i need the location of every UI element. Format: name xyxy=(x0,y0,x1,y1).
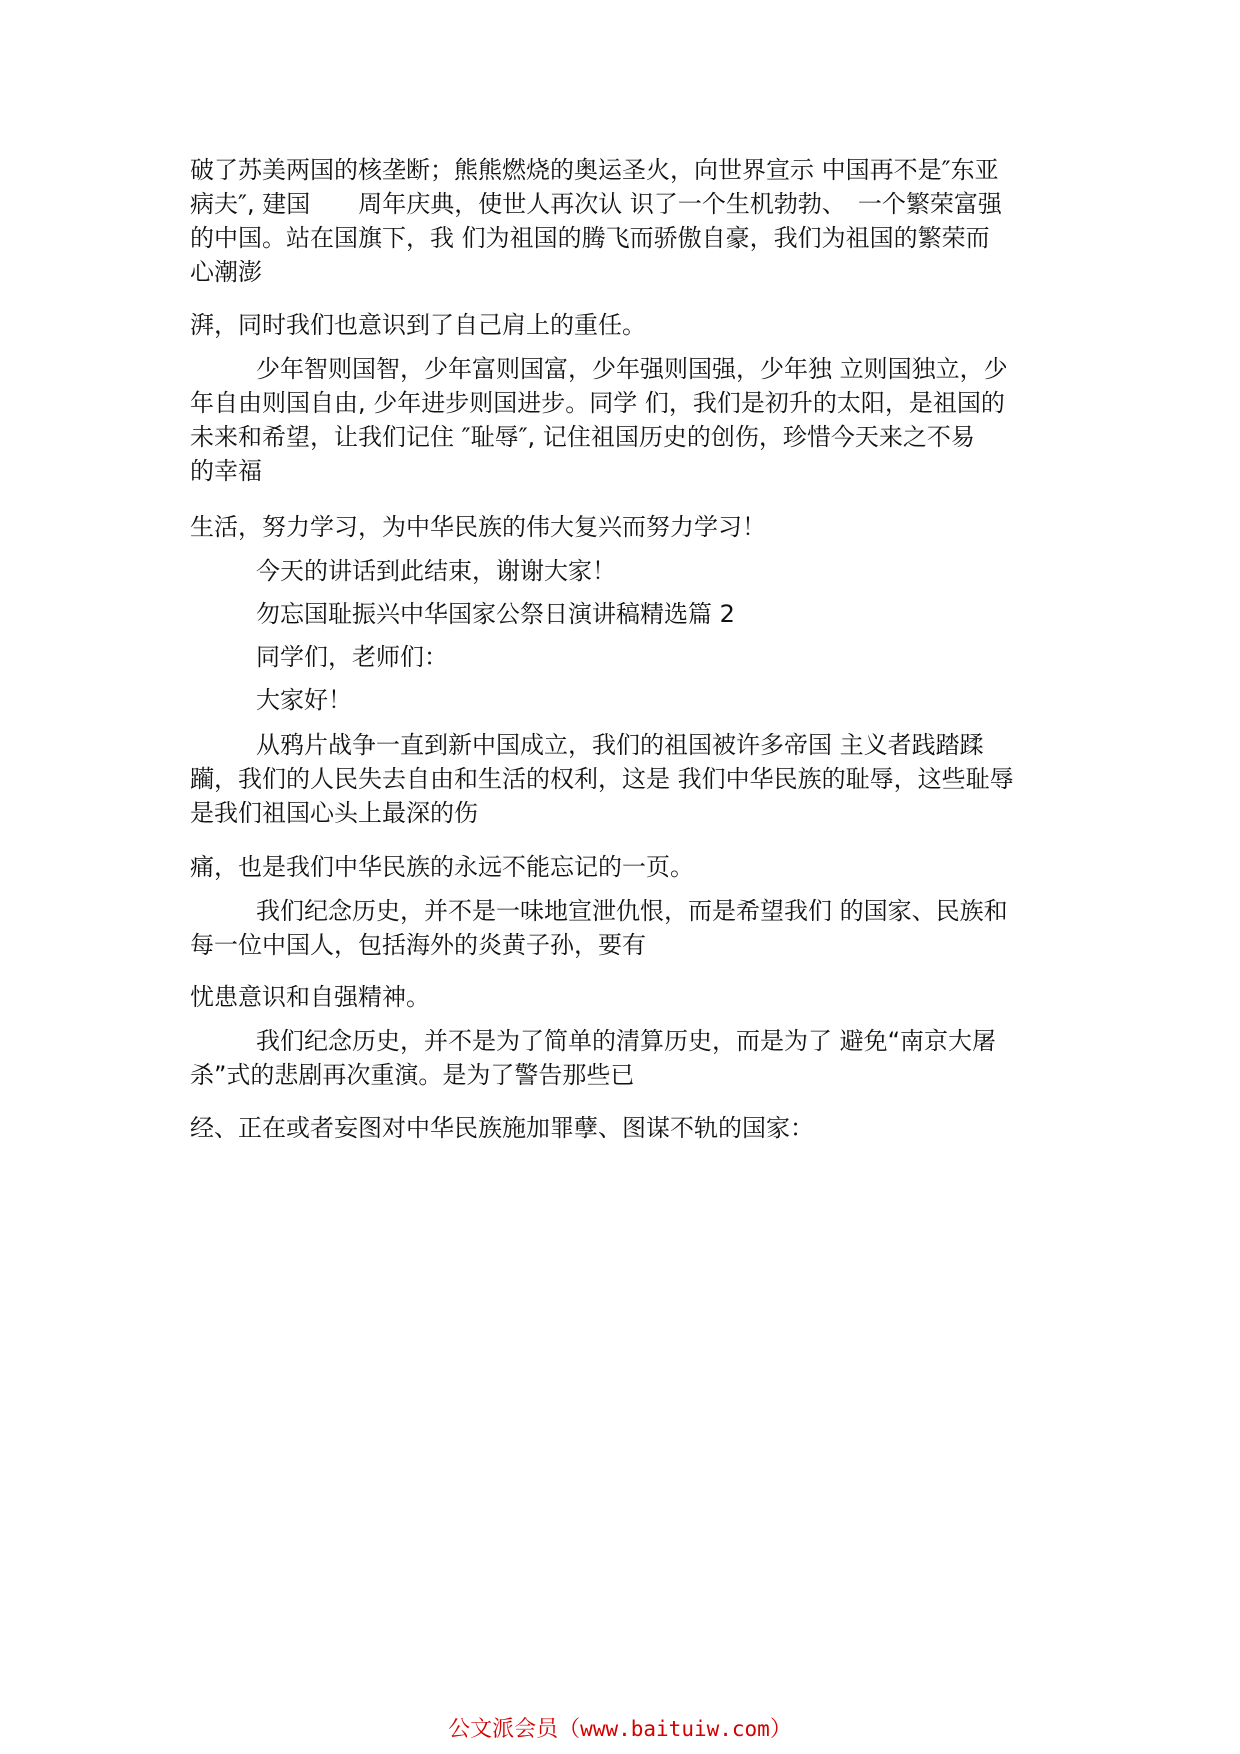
text-line: 心潮澎 xyxy=(190,258,262,286)
text-line: 大家好！ xyxy=(256,686,352,714)
text-line: 同学们，老师们： xyxy=(256,643,448,671)
text-line: 病夫″, 建国 周年庆典，使世人再次认 识了一个生机勃勃、 一个繁荣富强 xyxy=(190,190,1002,218)
text-line: 我们纪念历史，并不是一味地宣泄仇恨，而是希望我们 的国家、民族和 xyxy=(256,897,1008,925)
text-line: 杀”式的悲剧再次重演。是为了警告那些已 xyxy=(190,1061,635,1089)
paragraph-8 xyxy=(190,683,1070,717)
footer-close: ） xyxy=(769,1717,792,1742)
text-line: 破了苏美两国的核垄断；熊熊燃烧的奥运圣火，向世界宣示 中国再不是″东亚 xyxy=(190,156,999,184)
text-line: 躏，我们的人民失去自由和生活的权利，这是 我们中华民族的耻辱，这些耻辱 xyxy=(190,765,1014,793)
text-line: 少年智则国智，少年富则国富，少年强则国强，少年独 立则国独立，少 xyxy=(256,355,1008,383)
paragraph-2 xyxy=(190,308,1070,342)
text-line: 未来和希望，让我们记住 ″耻辱″, 记住祖国历史的创伤，珍惜今天来之不易 xyxy=(190,423,975,451)
text-line: 湃，同时我们也意识到了自己肩上的重任。 xyxy=(190,311,646,339)
text-line: 经、正在或者妄图对中华民族施加罪孽、图谋不轨的国家： xyxy=(190,1114,814,1142)
paragraph-7 xyxy=(190,640,1070,674)
paragraph-3 xyxy=(190,352,1070,488)
text-line: 我们纪念历史，并不是为了简单的清算历史，而是为了 避免“南京大屠 xyxy=(256,1027,997,1055)
text-line: 忧患意识和自强精神。 xyxy=(190,983,430,1011)
text-line: 今天的讲话到此结束，谢谢大家！ xyxy=(256,557,616,585)
paragraph-6-heading xyxy=(190,597,1070,631)
text-line: 从鸦片战争一直到新中国成立，我们的祖国被许多帝国 主义者践踏蹂 xyxy=(256,731,984,759)
text-line: 的中国。站在国旗下，我 们为祖国的腾飞而骄傲自豪，我们为祖国的繁荣而 xyxy=(190,224,990,252)
paragraph-4 xyxy=(190,510,1070,544)
paragraph-12 xyxy=(190,980,1070,1014)
paragraph-9 xyxy=(190,728,1070,830)
footer-site-link[interactable]: www.baituiw.com xyxy=(580,1717,770,1741)
footer-watermark xyxy=(0,1712,1240,1743)
paragraph-14 xyxy=(190,1111,1070,1145)
paragraph-1 xyxy=(190,153,1070,289)
text-line: 痛，也是我们中华民族的永远不能忘记的一页。 xyxy=(190,853,694,881)
text-line: 每一位中国人，包括海外的炎黄子孙，要有 xyxy=(190,931,646,959)
text-line: 的幸福 xyxy=(190,457,262,485)
text-line: 勿忘国耻振兴中华国家公祭日演讲稿精选篇 2 xyxy=(256,600,735,628)
text-line: 年自由则国自由, 少年进步则国进步。同学 们，我们是初升的太阳，是祖国的 xyxy=(190,389,1005,417)
paragraph-10 xyxy=(190,850,1070,884)
paragraph-11 xyxy=(190,894,1070,962)
paragraph-13 xyxy=(190,1024,1070,1092)
footer-brand: 公文派会员（ xyxy=(448,1717,581,1742)
text-line: 是我们祖国心头上最深的伤 xyxy=(190,799,478,827)
text-line: 生活，努力学习，为中华民族的伟大复兴而努力学习！ xyxy=(190,513,766,541)
paragraph-5 xyxy=(190,554,1070,588)
